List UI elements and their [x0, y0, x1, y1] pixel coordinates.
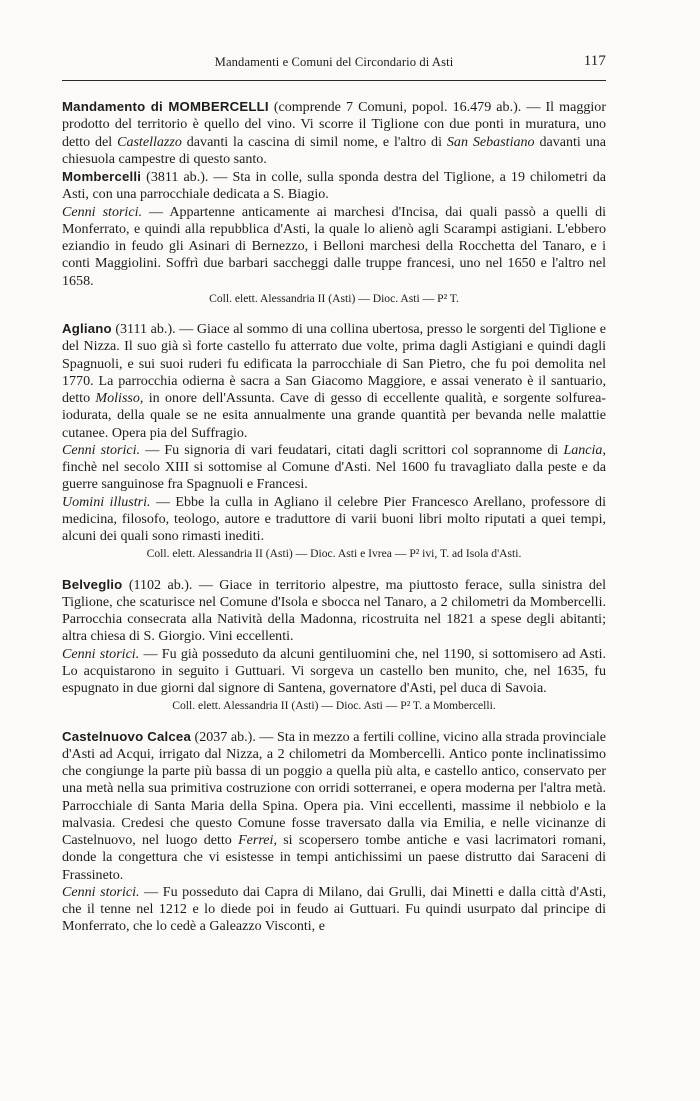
- mombercelli-paragraph: [62, 168, 606, 204]
- agliano-italic-1: Molisso: [95, 390, 140, 406]
- mandamento-paragraph: [62, 98, 606, 168]
- agliano-cenni-italic: Lancia: [563, 441, 603, 458]
- mombercelli-heading: Mombercelli: [62, 169, 142, 184]
- page-number: 117: [583, 53, 606, 69]
- agliano-text: (3111 ab.). — Giace al sommo di una collina ubertosa, presso le sorgenti del Tiglione e del Nizza. Il suo già sì forte castello fu atterrato due volte, prima dagli Astigiani e quindi dagli Spagnuoli, e sui suoi ruderi fu edificata la parrocchiale di San Pietro, che fu poi demolita nel 1770. La parrocchia odierna è sacra a San Giacomo Maggiore, e assai venerato è il santuario, detto: [62, 321, 606, 406]
- agliano-heading: Agliano: [62, 321, 112, 336]
- agliano-cenni-text: — Fu signoria di vari feudatari, citati dagli scrittori col soprannome di: [140, 441, 564, 458]
- castelnuovo-cenni-text: — Fu posseduto dai Capra di Milano, dai Grulli, dai Minetti e dalla città d'Asti, che il tenne nel 1212 e lo diede poi in feudo ai Guttuari. Fu quindi usurpato dal principe di Monferrato, che lo cedè a Galeazzo Visconti, e: [62, 883, 606, 935]
- section-gap: [62, 715, 606, 728]
- castelnuovo-paragraph: [62, 728, 606, 884]
- agliano-coll: Coll. elett. Alessandria II (Asti) — Dioc. Asti e Ivrea — P² ivi, T. ad Isola d'Asti.: [146, 547, 522, 561]
- mombercelli-text: (3811 ab.). — Sta in colle, sulla sponda destra del Tiglione, a 19 chilometri da Asti, con una parrocchiale dedicata a S. Biagio.: [62, 169, 606, 203]
- belveglio-cenni-label: Cenni storici.: [62, 645, 140, 662]
- agliano-cenni-label: Cenni storici.: [62, 441, 141, 458]
- header-title: Mandamenti e Comuni del Circondario di Asti: [214, 55, 454, 69]
- agliano-cenni: [62, 442, 606, 494]
- agliano-uomini-text: — Ebbe la culla in Agliano il celebre Pier Francesco Arellano, professore di medicina, filosofo, teologo, autore e traduttore di varii buoni libri molto riputati a quei tempi, alcuni dei quali sono rimasti inediti.: [62, 493, 606, 544]
- mombercelli-cenni: [62, 204, 606, 290]
- belveglio-paragraph: [62, 576, 606, 646]
- belveglio-cenni-text: — Fu già posseduto da alcuni gentiluomini che, nel 1190, si sottomisero ad Asti. Lo acquistarono in seguito i Guttuari. Vi sorgeva un castello ben munito, che, nel 1635, fu espugnato in due giorni dal signore di Santena, governatore d'Asti, pel duca di Savoia.: [62, 645, 606, 696]
- mandamento-italic-2: San Sebastiano: [446, 133, 535, 150]
- page-body: [62, 98, 606, 936]
- castelnuovo-cenni: [62, 884, 606, 936]
- belveglio-heading: Belveglio: [62, 576, 123, 592]
- belveglio-text: (1102 ab.). — Giace in territorio alpestre, ma piuttosto ferace, sulla sinistra del Tiglione, che scaturisce nel Comune d'Isola e sbocca nel Tanaro, a 2 chilometri da Mombercelli. Parrocchia consecrata alla Natività della Madonna, ricostruita nel 1821 a spese degli abitanti; altra chiesa di S. Giorgio. Vini eccellenti.: [62, 576, 606, 645]
- castelnuovo-italic-1: Ferrei: [238, 832, 274, 848]
- agliano-text-2: , in onore dell'Assunta. Cave di gesso di eccellente qualità, e sorgente solfurea-iodurata, della quale se ne esita annualmente una grande quantità per bevanda nelle malattie cutanee. Opera pia del Suffragio.: [62, 390, 606, 441]
- agliano-uomini-label: Uomini illustri.: [62, 493, 151, 510]
- mombercelli-coll: Coll. elett. Alessandria II (Asti) — Dioc. Asti — P² T.: [209, 291, 459, 305]
- mandamento-text-2: davanti la cascina di simil nome, e l'altro di: [181, 133, 447, 150]
- belveglio-coll: Coll. elett. Alessandria II (Asti) — Dioc. Asti — P² T. a Mombercelli.: [172, 699, 496, 713]
- agliano-paragraph: [62, 320, 606, 442]
- agliano-cenni-text-2: , finchè nel secolo XIII si sottomise al Comune d'Asti. Nel 1600 fu travagliato dalla peste e da guerre sanguinose fra Spagnuoli e Francesi.: [62, 441, 606, 493]
- castelnuovo-text: (2037 ab.). — Sta in mezzo a fertili colline, vicino alla strada provinciale d'Asti ad Acqui, irrigato dal Nizza, a 2 chilometri da Mombercelli. Antico ponte inclinatissimo che congiunge la parte più bassa di un poggio a quella più alta, e castello antico, conservato per una metà nella sua primitiva costruzione con orridi sotterranei, e opera moderna per l'altra metà. Parrocchiale di Santa Maria della Spina. Opera pia. Vini eccellenti, massime il nebbiolo e la malvasia. Credesi che questo Comune fosse traversato dalla via Emilia, e nelle vicinanze di Castelnuovo, nel luogo detto: [62, 728, 606, 848]
- castelnuovo-text-2: , si scopersero tombe antiche e vasi lacrimatori romani, donde la congettura che vi esistesse in tempi antichissimi un paese distrutto dai Saraceni di Frassineto.: [62, 832, 606, 883]
- mombercelli-cenni-label: Cenni storici.: [62, 203, 142, 220]
- mandamento-italic-1: Castellazzo: [117, 133, 182, 150]
- castelnuovo-heading: Castelnuovo Calcea: [62, 728, 191, 744]
- mombercelli-cenni-text: — Appartenne anticamente ai marchesi d'Incisa, dai quali passò a quelli di Monferrato, e quindi alla repubblica d'Asti, la quale lo alienò agli Scarampi astigiani. L'ebbero eziandio in feudo gli Asinari di Bernezzo, i Belloni marchesi della Rocchetta del Tanaro, e i conti Maggiolini. Soffrì due barbari saccheggi dalle truppe francesi, uno nel 1650 e l'altro nel 1658.: [62, 203, 606, 289]
- mandamento-text: (comprende 7 Comuni, popol. 16.479 ab.). — Il maggior prodotto del territorio è quello del vino. Vi scorre il Tiglione con due ponti in muratura, uno detto del: [62, 99, 606, 150]
- section-gap: [62, 307, 606, 320]
- running-header: [62, 55, 606, 70]
- header-rule: [62, 80, 606, 81]
- mandamento-text-3: davanti una chiesuola campestre di questo santo.: [62, 133, 606, 167]
- belveglio-cenni: [62, 646, 606, 698]
- section-gap: [62, 563, 606, 576]
- mandamento-heading: Mandamento di MOMBERCELLI: [62, 99, 269, 114]
- agliano-uomini: [62, 494, 606, 546]
- castelnuovo-cenni-label: Cenni storici.: [62, 883, 140, 900]
